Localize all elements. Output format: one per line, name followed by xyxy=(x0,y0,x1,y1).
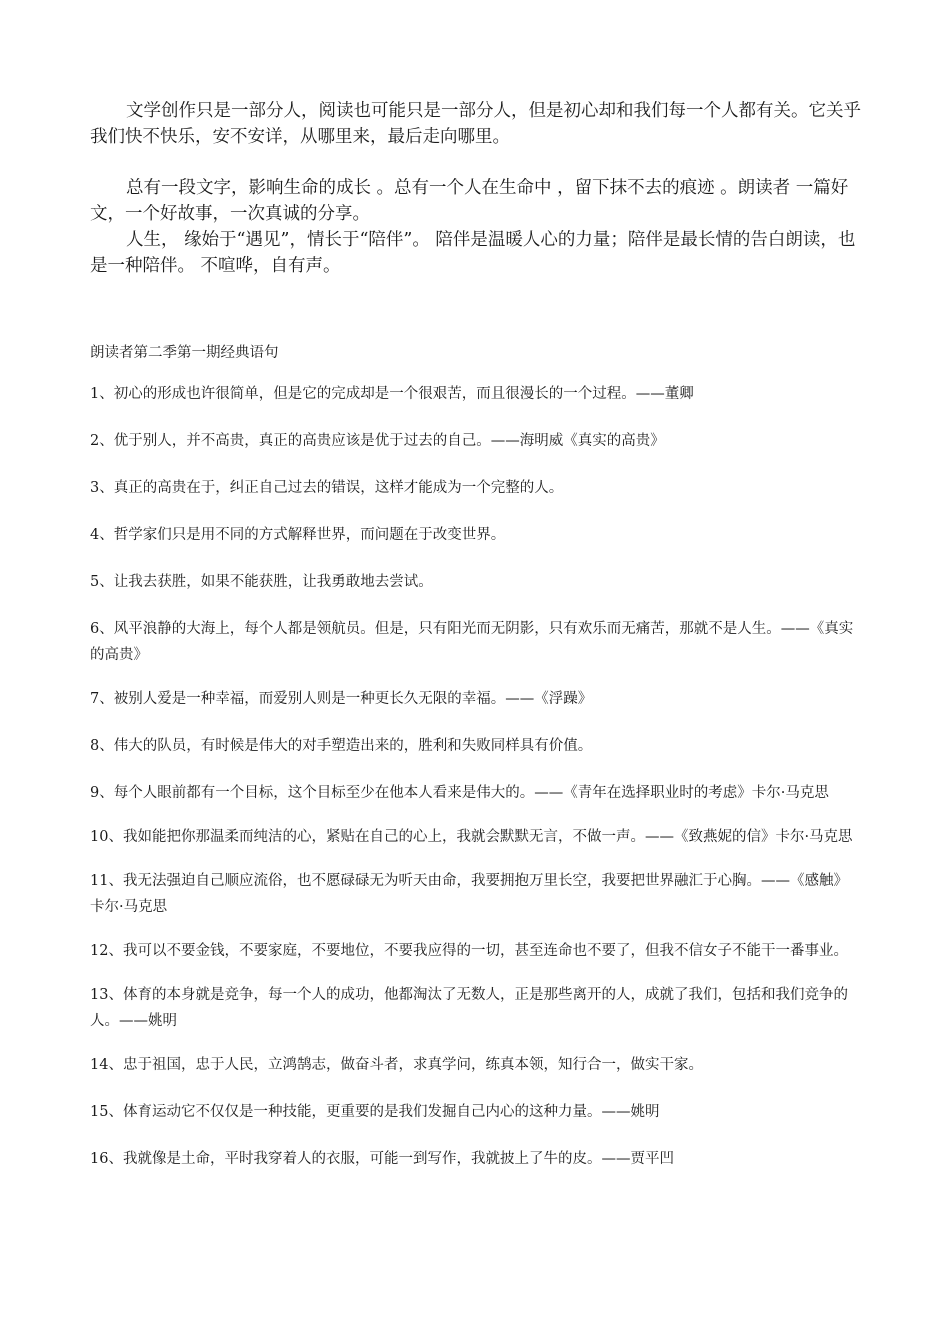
intro-paragraph-1 xyxy=(90,98,862,150)
quote-item: 10、我如能把你那温柔而纯洁的心，紧贴在自己的心上，我就会默默无言，不做一声。——《致燕妮的信》卡尔·马克思 xyxy=(90,829,853,845)
quote-item: 12、我可以不要金钱，不要家庭，不要地位，不要我应得的一切，甚至连命也不要了，但我不信女子不能干一番事业。 xyxy=(90,943,848,959)
quote-list xyxy=(90,381,862,1193)
quote-item: 11、我无法强迫自己顺应流俗，也不愿碌碌无为听天由命，我要拥抱万里长空，我要把世界融汇于心胸。——《感触》卡尔·马克思 xyxy=(90,873,848,915)
quote-item: 14、忠于祖国，忠于人民，立鸿鹄志，做奋斗者，求真学问，练真本领，知行合一，做实干家。 xyxy=(90,1057,703,1073)
quote-item: 6、风平浪静的大海上，每个人都是领航员。但是，只有阳光而无阴影，只有欢乐而无痛苦，那就不是人生。——《真实的高贵》 xyxy=(90,621,854,663)
quote-item: 15、体育运动它不仅仅是一种技能，更重要的是我们发掘自己内心的这种力量。——姚明 xyxy=(90,1104,660,1120)
intro-text-1: 文学创作只是一部分人，阅读也可能只是一部分人，但是初心却和我们每一个人都有关。它关乎我们快不快乐，安不安详，从哪里来，最后走向哪里。 xyxy=(90,101,861,147)
quotes-heading: 朗读者第二季第一期经典语句 xyxy=(90,345,279,361)
quote-item: 7、被别人爱是一种幸福，而爱别人则是一种更长久无限的幸福。——《浮躁》 xyxy=(90,691,593,707)
intro-text-2: 总有一段文字，影响生命的成长 。总有一个人在生命中 ，留下抹不去的痕迹 。朗读者 一篇好文，一个好故事，一次真诚的分享。 xyxy=(90,178,849,224)
quote-item: 3、真正的高贵在于，纠正自己过去的错误，这样才能成为一个完整的人。 xyxy=(90,480,564,496)
quote-item: 13、体育的本身就是竞争，每一个人的成功，他都淘汰了无数人，正是那些离开的人，成就了我们，包括和我们竞争的人。——姚明 xyxy=(90,987,848,1029)
intro-paragraphs-2-3 xyxy=(90,175,862,279)
quote-item: 16、我就像是土命，平时我穿着人的衣服，可能一到写作，我就披上了牛的皮。——贾平凹 xyxy=(90,1151,674,1167)
quote-item: 5、让我去获胜，如果不能获胜，让我勇敢地去尝试。 xyxy=(90,574,433,590)
quote-item: 8、伟大的队员，有时候是伟大的对手塑造出来的，胜利和失败同样具有价值。 xyxy=(90,738,593,754)
quote-item: 9、每个人眼前都有一个目标，这个目标至少在他本人看来是伟大的。——《青年在选择职业时的考虑》卡尔·马克思 xyxy=(90,785,829,801)
quote-item: 4、哲学家们只是用不同的方式解释世界，而问题在于改变世界。 xyxy=(90,527,506,543)
intro-text-3: 人生， 缘始于“遇见”，情长于“陪伴”。 陪伴是温暖人心的力量；陪伴是最长情的告白朗读，也是一种陪伴。 不喧哗，自有声。 xyxy=(90,230,856,276)
quote-item: 2、优于别人，并不高贵，真正的高贵应该是优于过去的自己。——海明威《真实的高贵》 xyxy=(90,433,665,449)
quote-item: 1、初心的形成也许很简单，但是它的完成却是一个很艰苦，而且很漫长的一个过程。——董卿 xyxy=(90,386,694,402)
